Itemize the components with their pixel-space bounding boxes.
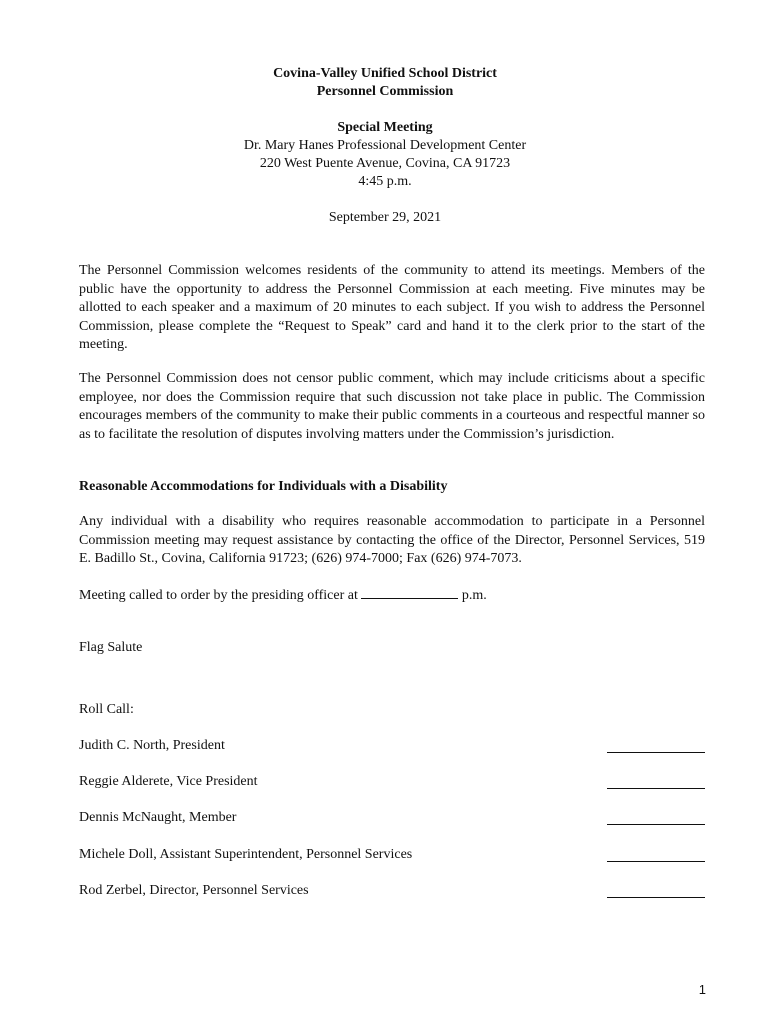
roll-call-row	[79, 774, 705, 794]
call-to-order-line	[79, 586, 487, 604]
meeting-type: Special Meeting	[337, 120, 433, 135]
accommodations-heading: Reasonable Accommodations for Individuals with a Disability	[79, 479, 448, 494]
roll-call-member: Rod Zerbel, Director, Personnel Services	[79, 883, 309, 898]
roll-call-blank	[607, 752, 705, 753]
public-comment-paragraph: The Personnel Commission does not censor public comment, which may include criticisms about a specific employee, nor does the Commission require that such discussion not take place in public. The Commission encourages members of the community to make their public comments in a courteous and respectful manner so as to facilitate the resolution of disputes involving matters under the Commission’s jurisdiction.	[79, 371, 705, 442]
roll-call-blank	[607, 861, 705, 862]
meeting-time: 4:45 p.m.	[358, 174, 412, 189]
roll-call-member: Dennis McNaught, Member	[79, 810, 237, 825]
roll-call-member: Judith C. North, President	[79, 738, 225, 753]
roll-call-blank	[607, 897, 705, 898]
document-header	[0, 65, 770, 227]
roll-call-blank	[607, 788, 705, 789]
roll-call-label: Roll Call:	[79, 702, 134, 717]
district-name: Covina-Valley Unified School District	[273, 66, 497, 81]
call-to-order-time-blank	[361, 586, 458, 599]
page-number: 1	[698, 982, 706, 997]
commission-name: Personnel Commission	[316, 84, 454, 99]
meeting-address: 220 West Puente Avenue, Covina, CA 91723	[259, 156, 511, 171]
flag-salute: Flag Salute	[79, 640, 143, 655]
accommodations-paragraph: Any individual with a disability who requires reasonable accommodation to participate in a Personnel Commission meeting may request assistance by contacting the office of the Director, Personnel Services, 519 E. Badillo St., Covina, California 91723; (626) 974-7000; Fax (626) 974-7073.	[79, 514, 705, 566]
roll-call-row	[79, 810, 705, 830]
roll-call-row	[79, 738, 705, 758]
welcome-paragraph: The Personnel Commission welcomes residents of the community to attend its meetings. Members of the public have the opportunity to address the Personnel Commission at each meeting. Five minutes may be allotted to each speaker and a maximum of 20 minutes to each subject. If you wish to address the Personnel Commission, please complete the “Request to Speak” card and hand it to the clerk prior to the start of the meeting.	[79, 263, 705, 352]
roll-call-blank	[607, 824, 705, 825]
call-to-order-text: Meeting called to order by the presiding officer at	[79, 588, 358, 603]
meeting-venue: Dr. Mary Hanes Professional Development Center	[243, 138, 527, 153]
roll-call-row	[79, 883, 705, 903]
roll-call-member: Reggie Alderete, Vice President	[79, 774, 258, 789]
call-to-order-suffix: p.m.	[461, 588, 487, 603]
roll-call-member: Michele Doll, Assistant Superintendent, Personnel Services	[79, 847, 413, 862]
meeting-date: September 29, 2021	[328, 210, 442, 225]
roll-call-row	[79, 847, 705, 867]
